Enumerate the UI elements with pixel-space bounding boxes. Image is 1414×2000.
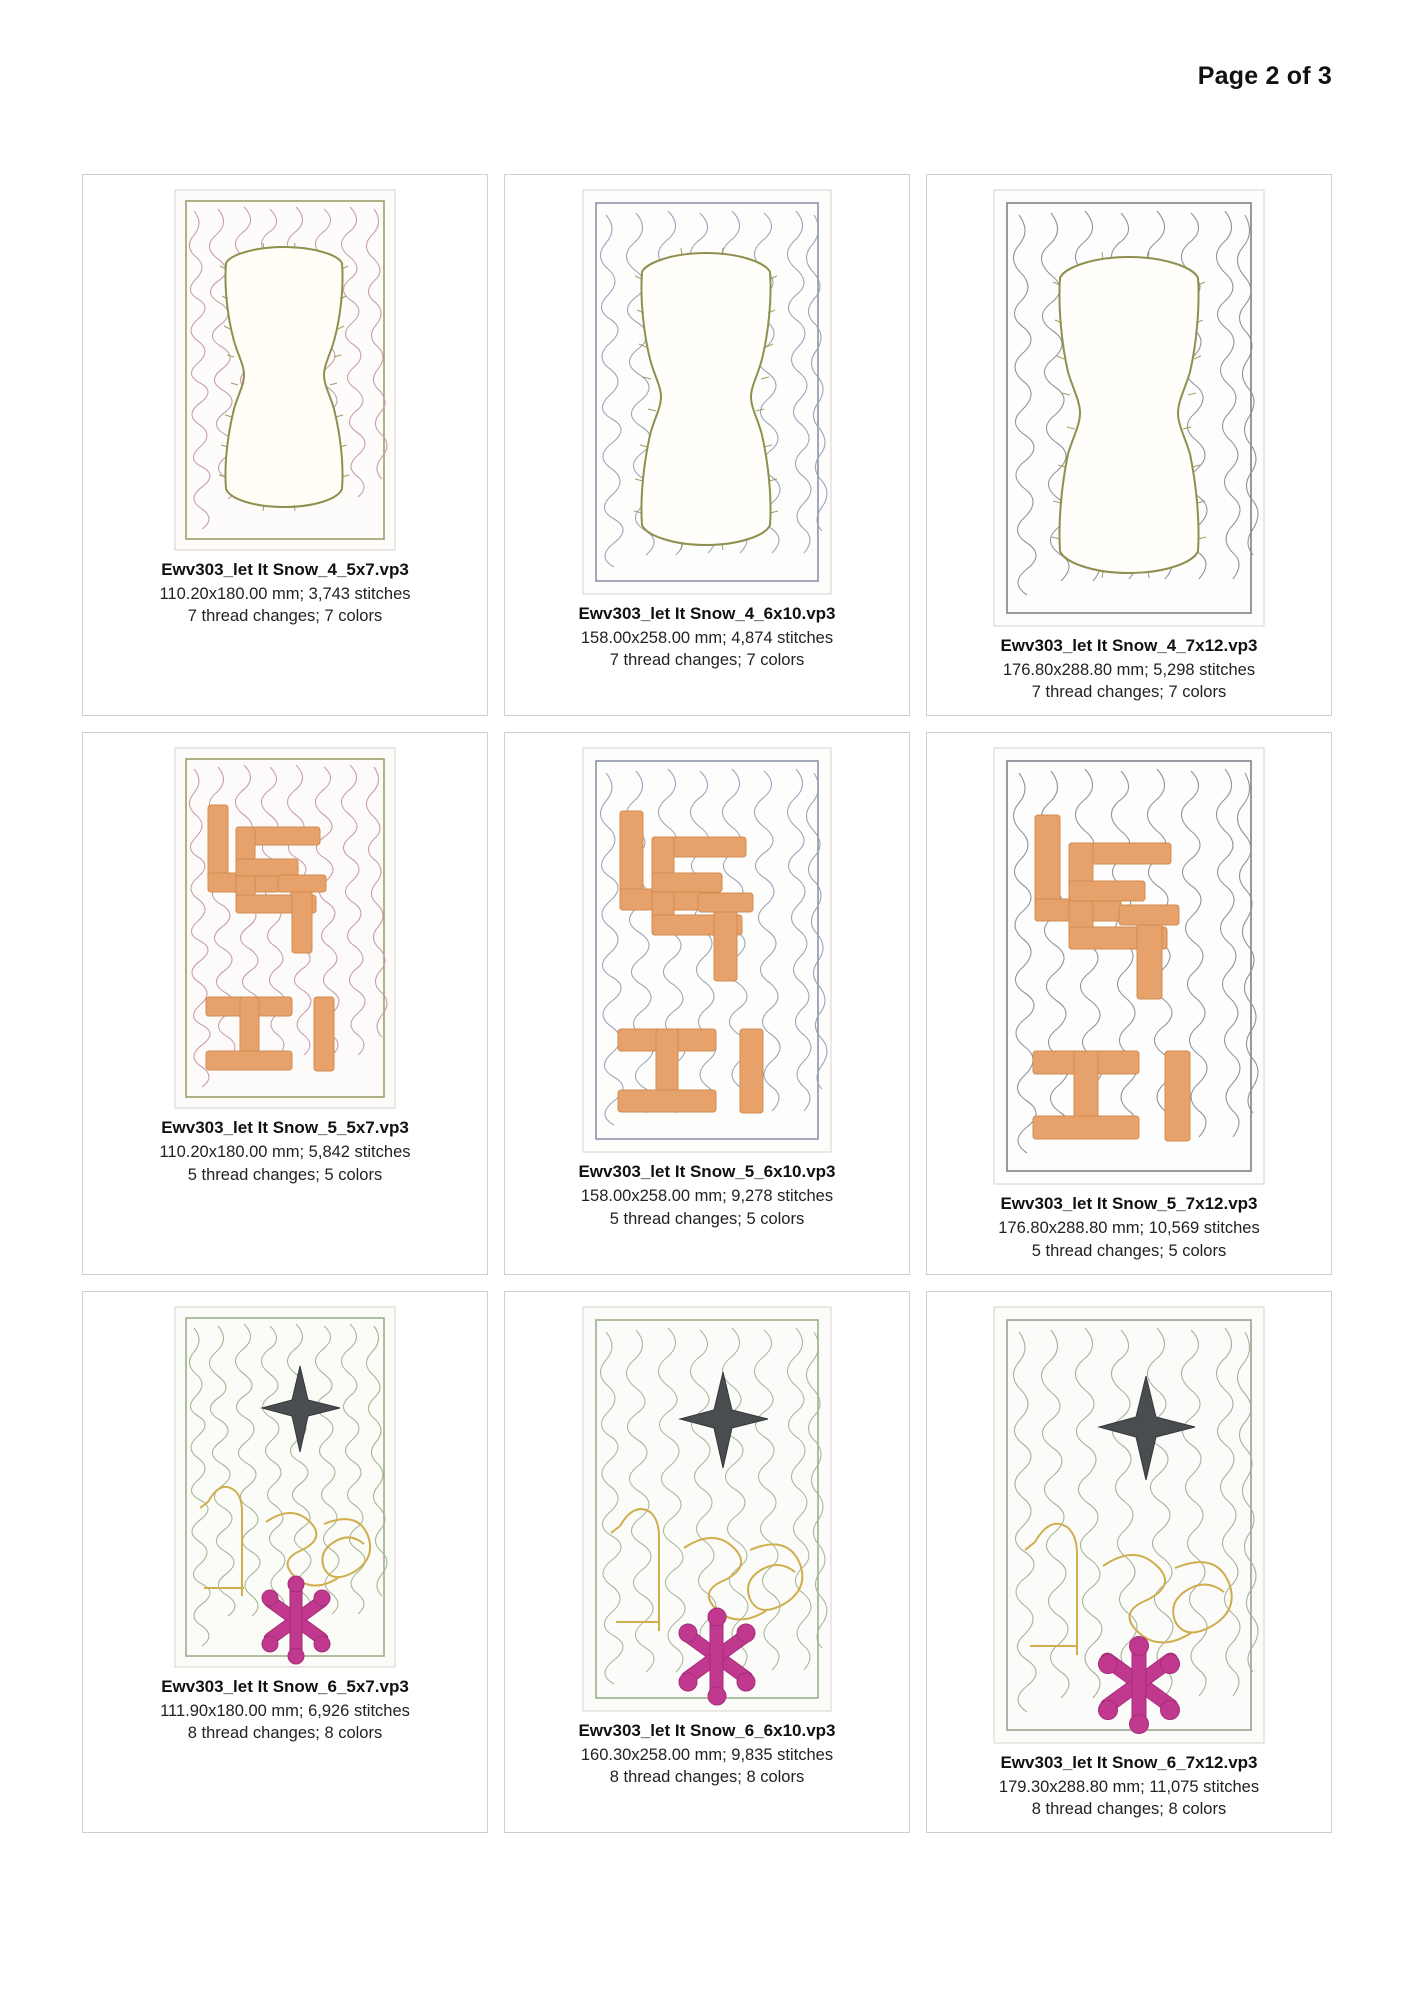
design-filename: Ewv303_let It Snow_4_6x10.vp3 (578, 604, 836, 623)
design-caption (89, 1117, 481, 1185)
design-dimensions: 160.30x258.00 mm; 9,835 stitches (580, 1745, 834, 1764)
design-row (82, 1291, 1334, 1833)
design-filename: Ewv303_let It Snow_4_7x12.vp3 (1000, 636, 1258, 655)
design-filename: Ewv303_let It Snow_4_5x7.vp3 (161, 560, 409, 579)
design-card[interactable] (504, 1291, 910, 1833)
design-threads: 7 thread changes; 7 colors (1031, 683, 1227, 702)
design-dimensions: 158.00x258.00 mm; 4,874 stitches (580, 628, 834, 647)
design-filename: Ewv303_let It Snow_5_7x12.vp3 (1000, 1194, 1258, 1214)
design-dimensions: 110.20x180.00 mm; 5,842 stitches (159, 1143, 411, 1162)
design-row (82, 732, 1334, 1274)
design-preview (993, 1306, 1265, 1744)
design-card[interactable] (926, 174, 1332, 716)
design-row (82, 174, 1334, 716)
design-preview-svg (582, 747, 832, 1153)
design-filename: Ewv303_let It Snow_6_5x7.vp3 (161, 1676, 409, 1696)
design-threads: 8 thread changes; 8 colors (187, 1724, 383, 1743)
design-card[interactable] (82, 732, 488, 1274)
design-caption (933, 635, 1325, 703)
design-card[interactable] (82, 174, 488, 716)
design-preview-svg (174, 1306, 396, 1668)
design-grid (82, 174, 1334, 1833)
design-preview (582, 747, 832, 1153)
design-dimensions: 176.80x288.80 mm; 10,569 stitches (998, 1219, 1260, 1238)
design-dimensions: 179.30x288.80 mm; 11,075 stitches (998, 1777, 1260, 1796)
page-number-label: Page 2 of 3 (1197, 62, 1332, 90)
design-preview (582, 1306, 832, 1712)
design-preview-svg (582, 1306, 832, 1712)
design-caption (933, 1752, 1325, 1820)
design-preview-svg (174, 189, 396, 551)
design-dimensions: 111.90x180.00 mm; 6,926 stitches (160, 1701, 410, 1720)
design-card[interactable] (504, 174, 910, 716)
design-preview-svg (174, 747, 396, 1109)
design-preview-svg (582, 189, 832, 595)
design-card[interactable] (504, 732, 910, 1274)
design-threads: 5 thread changes; 5 colors (609, 1209, 805, 1228)
design-preview (174, 1306, 396, 1668)
design-caption (89, 559, 481, 627)
design-preview-svg (993, 747, 1265, 1185)
design-card[interactable] (926, 732, 1332, 1274)
design-filename: Ewv303_let It Snow_6_6x10.vp3 (578, 1720, 836, 1740)
design-threads: 5 thread changes; 5 colors (1031, 1241, 1227, 1260)
design-preview (993, 189, 1265, 627)
design-threads: 7 thread changes; 7 colors (187, 607, 383, 626)
design-dimensions: 110.20x180.00 mm; 3,743 stitches (159, 584, 411, 603)
design-threads: 8 thread changes; 8 colors (1031, 1800, 1227, 1819)
design-caption (511, 1720, 903, 1788)
design-preview (174, 747, 396, 1109)
design-threads: 8 thread changes; 8 colors (609, 1768, 805, 1787)
design-preview (582, 189, 832, 595)
design-dimensions: 176.80x288.80 mm; 5,298 stitches (1002, 660, 1256, 679)
design-caption (511, 1161, 903, 1229)
design-preview (993, 747, 1265, 1185)
design-filename: Ewv303_let It Snow_5_6x10.vp3 (578, 1162, 836, 1182)
design-caption (511, 603, 903, 671)
design-threads: 5 thread changes; 5 colors (187, 1165, 383, 1184)
design-filename: Ewv303_let It Snow_6_7x12.vp3 (1000, 1752, 1258, 1772)
design-card[interactable] (82, 1291, 488, 1833)
design-card[interactable] (926, 1291, 1332, 1833)
design-filename: Ewv303_let It Snow_5_5x7.vp3 (161, 1118, 409, 1138)
design-preview-svg (993, 189, 1265, 627)
design-caption (89, 1676, 481, 1744)
design-threads: 7 thread changes; 7 colors (609, 651, 805, 670)
design-caption (933, 1193, 1325, 1261)
design-preview (174, 189, 396, 551)
design-dimensions: 158.00x258.00 mm; 9,278 stitches (580, 1187, 834, 1206)
design-preview-svg (993, 1306, 1265, 1744)
